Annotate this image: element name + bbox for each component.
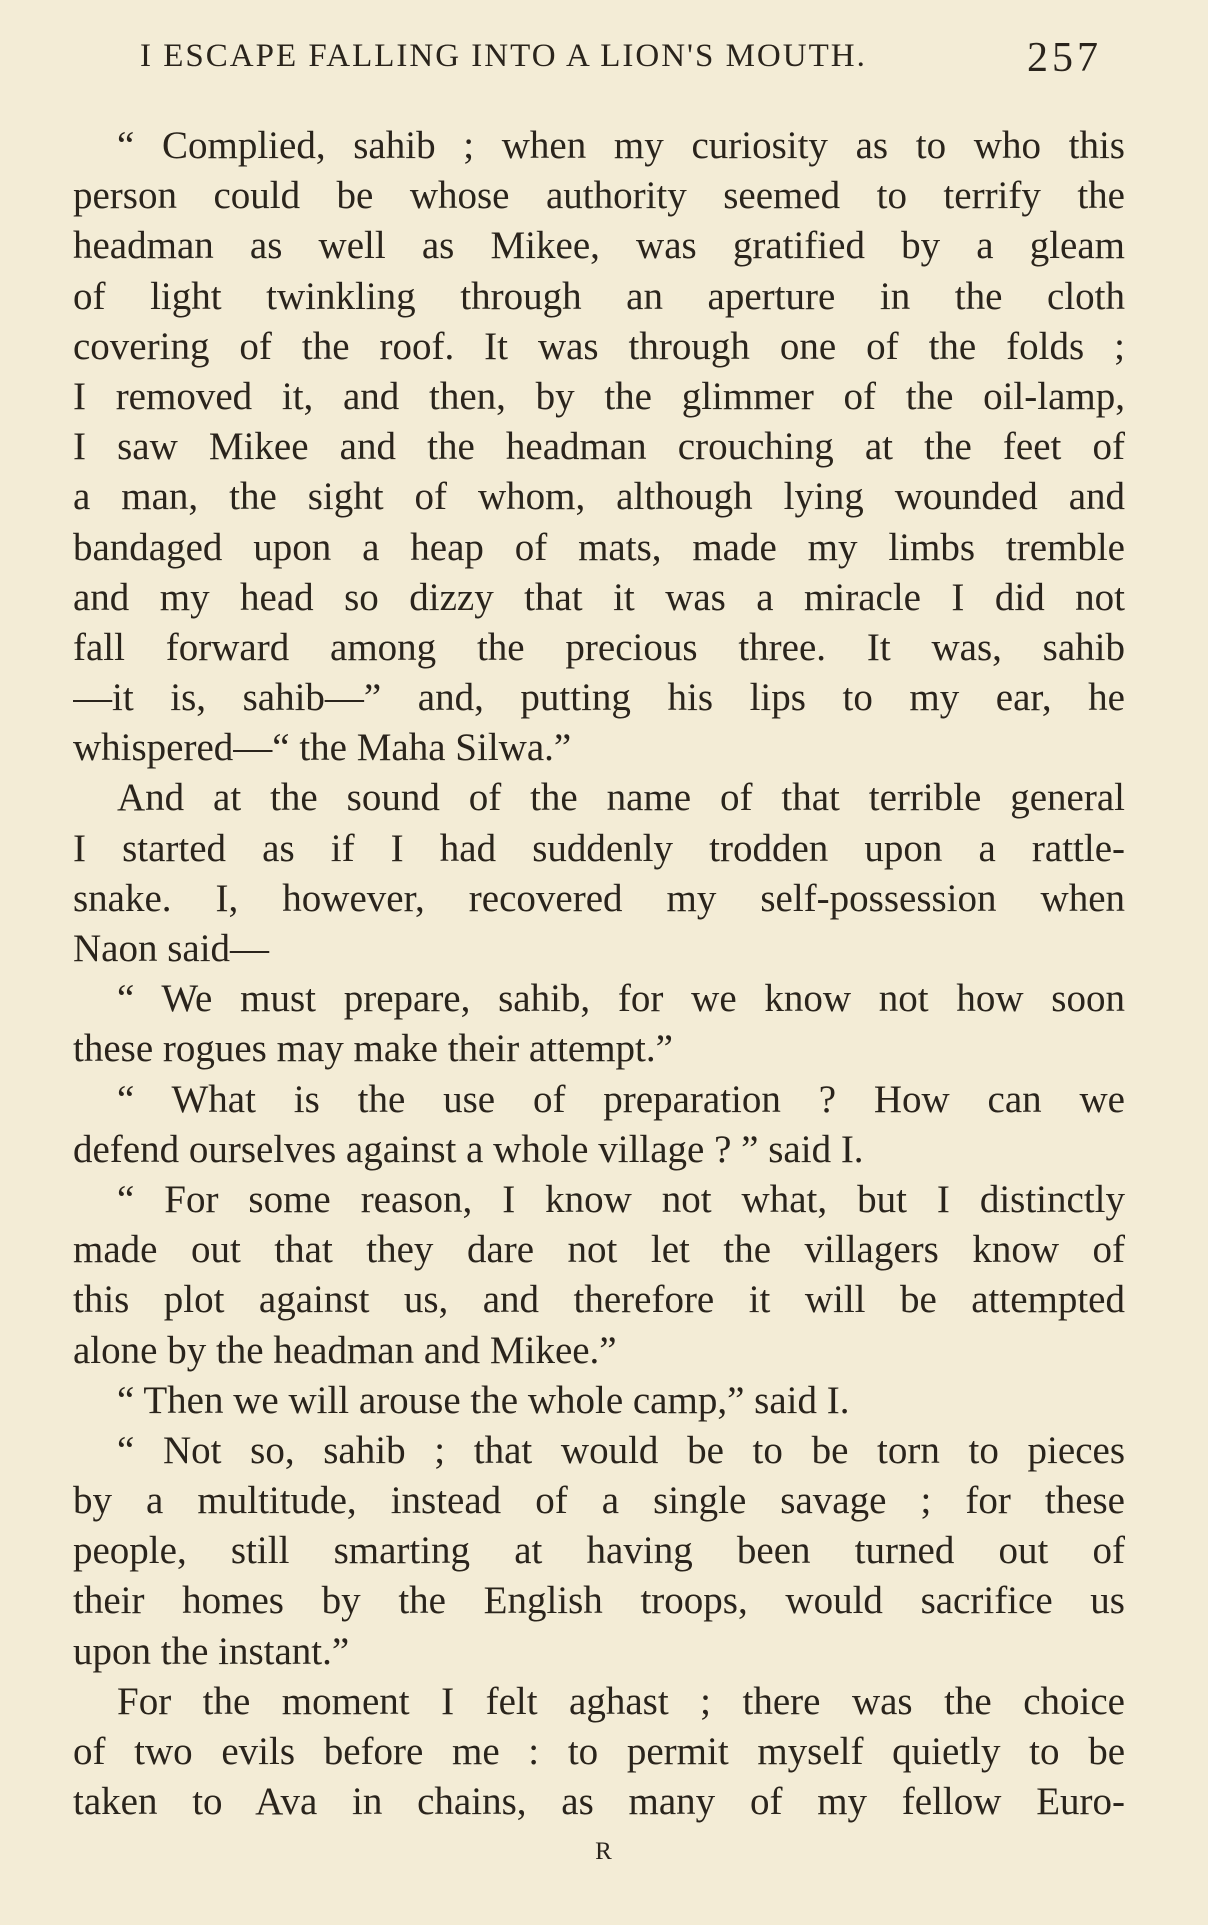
text-line: “ Then we will arouse the whole camp,” said I. [117, 1378, 850, 1422]
text-line: taken to Ava in chains, as many of my fellow Euro- [73, 1780, 1125, 1824]
text-line: alone by the headman and Mikee.” [73, 1328, 617, 1372]
text-line: of light twinkling through an aperture in the cloth [73, 274, 1125, 318]
body-text [73, 121, 1125, 1827]
text-line: Naon said— [73, 927, 270, 970]
text-line: “ We must prepare, sahib, for we know not how soon [117, 977, 1125, 1021]
text-line: I removed it, and then, by the glimmer of the oil-lamp, [73, 374, 1125, 418]
text-line: “ For some reason, I know not what, but I distinctly [117, 1177, 1125, 1221]
text-line: by a multitude, instead of a single savage ; for these [73, 1479, 1125, 1523]
text-line: snake. I, however, recovered my self-possession when [73, 876, 1125, 920]
text-line: defend ourselves against a whole village ? ” said I. [73, 1127, 864, 1171]
text-line: —it is, sahib—” and, putting his lips to my ear, he [73, 676, 1125, 720]
text-line: their homes by the English troops, would sacrifice us [73, 1579, 1125, 1623]
signature-mark: R [595, 1838, 613, 1865]
text-line: For the moment I felt aghast ; there was the choice [117, 1679, 1125, 1723]
text-line: “ Not so, sahib ; that would be to be torn to pieces [117, 1428, 1125, 1472]
text-line: covering of the roof. It was through one of the folds ; [73, 324, 1125, 368]
text-line: of two evils before me : to permit myself quietly to be [73, 1730, 1125, 1773]
text-line: headman as well as Mikee, was gratified by a gleam [73, 224, 1125, 268]
text-line: fall forward among the precious three. It was, sahib [73, 625, 1125, 669]
running-head-title: I ESCAPE FALLING INTO A LION'S MOUTH. [140, 38, 867, 74]
text-line: people, still smarting at having been turned out of [73, 1529, 1125, 1573]
text-line: whispered—“ the Maha Silwa.” [73, 726, 572, 770]
text-line: I started as if I had suddenly trodden upon a rattle- [73, 826, 1125, 870]
page-number: 257 [1027, 35, 1102, 81]
text-line: this plot against us, and therefore it will be attempted [73, 1278, 1125, 1322]
text-line: made out that they dare not let the villagers know of [73, 1228, 1125, 1272]
text-line: a man, the sight of whom, although lying wounded and [73, 475, 1125, 519]
text-line: “ What is the use of preparation ? How can we [117, 1077, 1125, 1121]
text-line: I saw Mikee and the headman crouching at the feet of [73, 425, 1125, 469]
running-head [140, 35, 1130, 88]
text-line: upon the instant.” [73, 1629, 350, 1673]
text-line: these rogues may make their attempt.” [73, 1027, 673, 1071]
text-line: bandaged upon a heap of mats, made my limbs tremble [73, 525, 1125, 569]
text-line: and my head so dizzy that it was a miracle I did not [73, 575, 1125, 619]
text-line: person could be whose authority seemed to terrify the [73, 174, 1125, 218]
text-line: And at the sound of the name of that terrible general [117, 776, 1125, 820]
text-line: “ Complied, sahib ; when my curiosity as to who this [117, 124, 1125, 167]
